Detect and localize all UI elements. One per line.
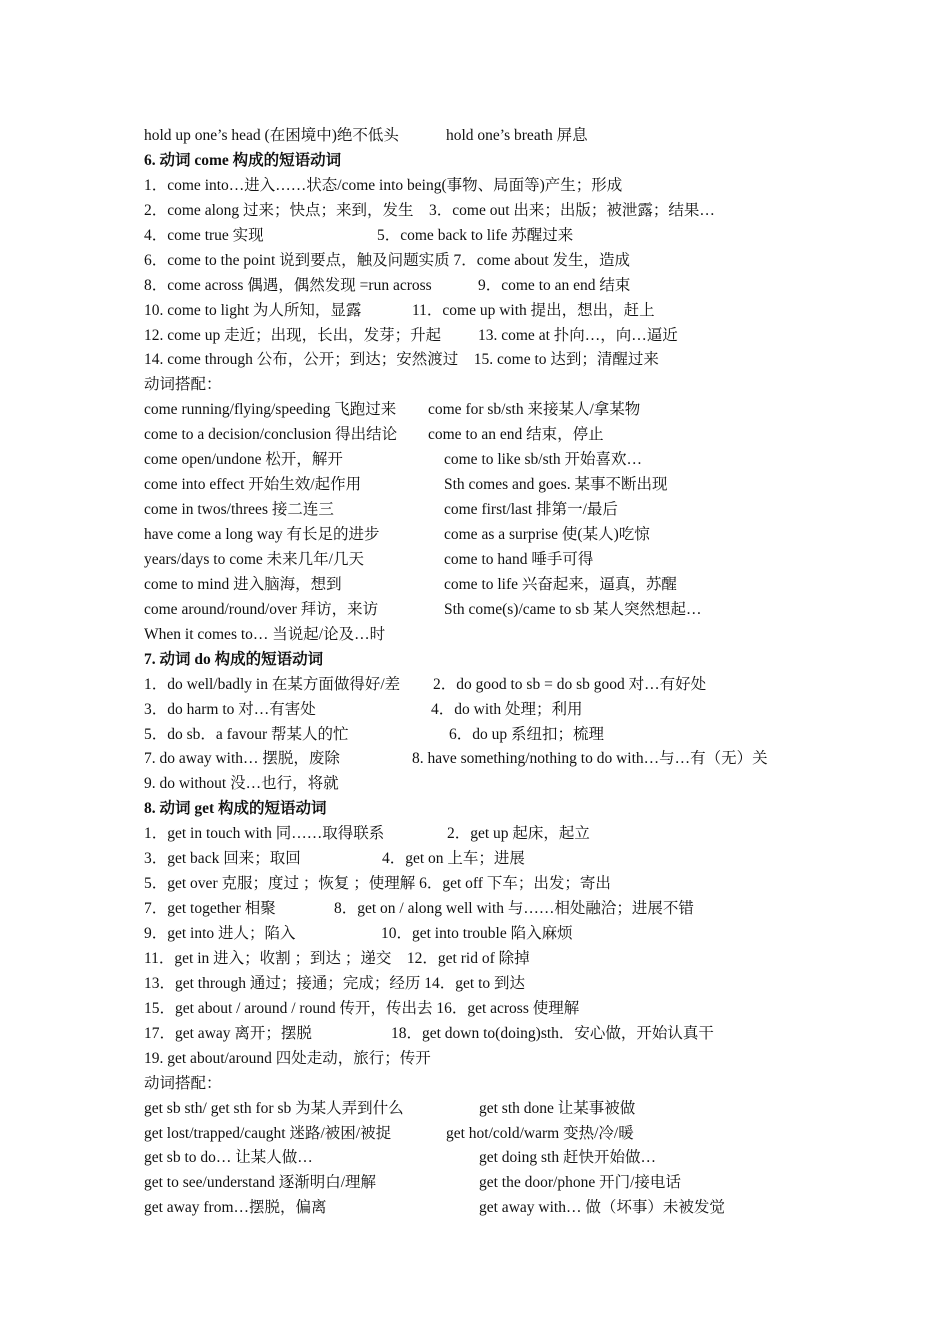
section-heading: 8. 动词 get 构成的短语动词 <box>144 800 327 818</box>
phrase-row <box>144 224 934 249</box>
phrase-row <box>144 423 934 448</box>
phrase-left: come to a decision/conclusion 得出结论 <box>144 426 398 444</box>
phrase-row <box>144 523 934 548</box>
phrase-left: 9．get into 进人；陷入 <box>144 925 296 942</box>
phrase-left: 3．get back 回来；取回 <box>144 850 301 868</box>
phrase-left: get sb sth/ get sth for sb 为某人弄到什么 <box>144 1099 404 1117</box>
phrase-left: get to see/understand 逐渐明白/理解 <box>144 1174 377 1192</box>
text-line: 19. get about/around 四处走动，旅行；传开 <box>144 1049 431 1067</box>
phrase-right: come as a surprise 使(某人)吃惊 <box>444 526 650 543</box>
phrase-right: get away with… 做（坏事）未被发觉 <box>479 1199 725 1217</box>
phrase-right: 18．get down to(doing)sth．安心做，开始认真干 <box>391 1024 714 1042</box>
phrase-left: 1．get in touch with 同……取得联系 <box>144 825 385 843</box>
phrase-row <box>144 1171 934 1196</box>
phrase-right: 5．come back to life 苏醒过来 <box>377 226 574 244</box>
phrase-right: 11．come up with 提出，想出，赶上 <box>412 301 655 319</box>
phrase-right: 4．get on 上车；进展 <box>382 850 525 868</box>
phrase-row <box>144 1122 934 1147</box>
phrase-row <box>144 847 934 872</box>
phrase-row <box>144 299 934 324</box>
text-line: 6．come to the point 说到要点，触及问题实质 7．come about 发生，造成 <box>144 251 631 269</box>
phrase-left: hold up one’s head (在困境中)绝不低头 <box>144 127 399 144</box>
text-line: 14. come through 公布，公开；到达；安然渡过 15. come to 达到；清醒过来 <box>144 351 659 369</box>
phrase-right: hold one’s breath 屏息 <box>446 127 588 144</box>
phrase-left: 17．get away 离开；摆脱 <box>144 1024 312 1042</box>
phrase-right: come for sb/sth 来接某人/拿某物 <box>428 401 641 419</box>
phrase-right: 2．do good to sb = do sb good 对…有好处 <box>433 675 707 693</box>
section-heading: 6. 动词 come 构成的短语动词 <box>144 151 342 169</box>
phrase-row <box>144 747 934 772</box>
phrase-left: come to mind 进入脑海，想到 <box>144 575 342 593</box>
text-line: 13．get through 通过；接通；完成；经历 14．get to 到达 <box>144 974 526 992</box>
phrase-left: years/days to come 未来几年/几天 <box>144 550 364 568</box>
phrase-row <box>144 324 934 349</box>
phrase-left: 10. come to light 为人所知，显露 <box>144 301 362 319</box>
text-line: 5．get over 克服；度过 ；恢复 ；使理解 6．get off 下车；出发；寄出 <box>144 875 611 893</box>
phrase-right: 4．do with 处理；利用 <box>431 700 583 718</box>
phrase-left: come open/undone 松开，解开 <box>144 451 343 469</box>
phrase-row <box>144 897 934 922</box>
text-line: 2．come along 过来；快点；来到，发生 3．come out 出来；出版；被泄露；结果… <box>144 201 715 219</box>
text-line: 动词搭配： <box>144 376 222 394</box>
phrase-left: come running/flying/speeding 飞跑过来 <box>144 401 397 419</box>
phrase-left: 1．do well/badly in 在某方面做得好/差 <box>144 675 401 693</box>
phrase-row <box>144 673 934 698</box>
phrase-left: get away from…摆脱，偏离 <box>144 1199 327 1217</box>
phrase-right: come to life 兴奋起来，逼真，苏醒 <box>444 575 677 593</box>
phrase-row <box>144 573 934 598</box>
text-line: 15．get about / around / round 传开，传出去 16．get across 使理解 <box>144 999 580 1017</box>
phrase-right: come to an end 结束，停止 <box>428 426 604 444</box>
phrase-right: get the door/phone 开门/接电话 <box>479 1174 681 1192</box>
phrase-right: 2．get up 起床，起立 <box>447 825 590 843</box>
phrase-row <box>144 473 934 498</box>
phrase-left: get sb to do… 让某人做… <box>144 1149 313 1167</box>
phrase-right: 6．do up 系纽扣；梳理 <box>449 725 605 743</box>
phrase-right: 10．get into trouble 陷入麻烦 <box>381 925 573 942</box>
text-line: 9. do without 没…也行，将就 <box>144 775 339 793</box>
phrase-row <box>144 1097 934 1122</box>
phrase-left: have come a long way 有长足的进步 <box>144 526 380 543</box>
phrase-left: come in twos/threes 接二连三 <box>144 501 334 519</box>
phrase-row <box>144 822 934 847</box>
phrase-right: get sth done 让某事被做 <box>479 1099 636 1117</box>
phrase-right: Sth comes and goes. 某事不断出现 <box>444 476 668 494</box>
phrase-row <box>144 598 934 623</box>
phrase-left: come around/round/over 拜访，来访 <box>144 600 379 618</box>
phrase-left: 4．come true 实现 <box>144 226 264 244</box>
text-line: 动词搭配： <box>144 1074 222 1092</box>
phrase-row <box>144 548 934 573</box>
phrase-right: get doing sth 赶快开始做… <box>479 1149 656 1167</box>
text-line: When it comes to… 当说起/论及…时 <box>144 625 386 643</box>
phrase-left: 7. do away with… 摆脱，废除 <box>144 750 340 768</box>
phrase-row <box>144 1146 934 1171</box>
phrase-right: Sth come(s)/came to sb 某人突然想起… <box>444 600 702 618</box>
text-line: 1．come into…进入……状态/come into being(事物、局面等)产生；形成 <box>144 176 623 194</box>
phrase-row <box>144 922 934 947</box>
phrase-left: 7．get together 相聚 <box>144 900 276 918</box>
phrase-right: 8. have something/nothing to do with…与…有（无）关 <box>412 750 768 768</box>
phrase-left: 3．do harm to 对…有害处 <box>144 700 316 718</box>
phrase-row <box>144 1022 934 1047</box>
phrase-right: 8．get on / along well with 与……相处融洽；进展不错 <box>334 900 694 918</box>
phrase-row <box>144 1196 934 1221</box>
phrase-row <box>144 498 934 523</box>
phrase-right: 9．come to an end 结束 <box>478 276 631 294</box>
phrase-right: come to like sb/sth 开始喜欢… <box>444 451 643 469</box>
section-heading: 7. 动词 do 构成的短语动词 <box>144 650 324 668</box>
document-body <box>144 124 934 1221</box>
phrase-right: get hot/cold/warm 变热/冷/暖 <box>446 1124 634 1142</box>
phrase-row <box>144 448 934 473</box>
phrase-left: 8．come across 偶遇，偶然发现 =run across <box>144 276 432 294</box>
text-line: 11．get in 进入；收割 ；到达 ；递交 12．get rid of 除掉 <box>144 949 530 967</box>
phrase-row <box>144 723 934 748</box>
phrase-left: 5．do sb．a favour 帮某人的忙 <box>144 725 349 743</box>
phrase-right: come first/last 排第一/最后 <box>444 501 618 519</box>
phrase-left: get lost/trapped/caught 迷路/被困/被捉 <box>144 1124 392 1142</box>
phrase-right: 13. come at 扑向…，向…逼近 <box>478 326 678 344</box>
phrase-right: come to hand 唾手可得 <box>444 550 594 568</box>
phrase-row <box>144 124 934 149</box>
phrase-left: come into effect 开始生效/起作用 <box>144 476 362 494</box>
phrase-row <box>144 698 934 723</box>
phrase-row <box>144 274 934 299</box>
phrase-row <box>144 398 934 423</box>
phrase-left: 12. come up 走近；出现，长出，发芽；升起 <box>144 326 442 344</box>
